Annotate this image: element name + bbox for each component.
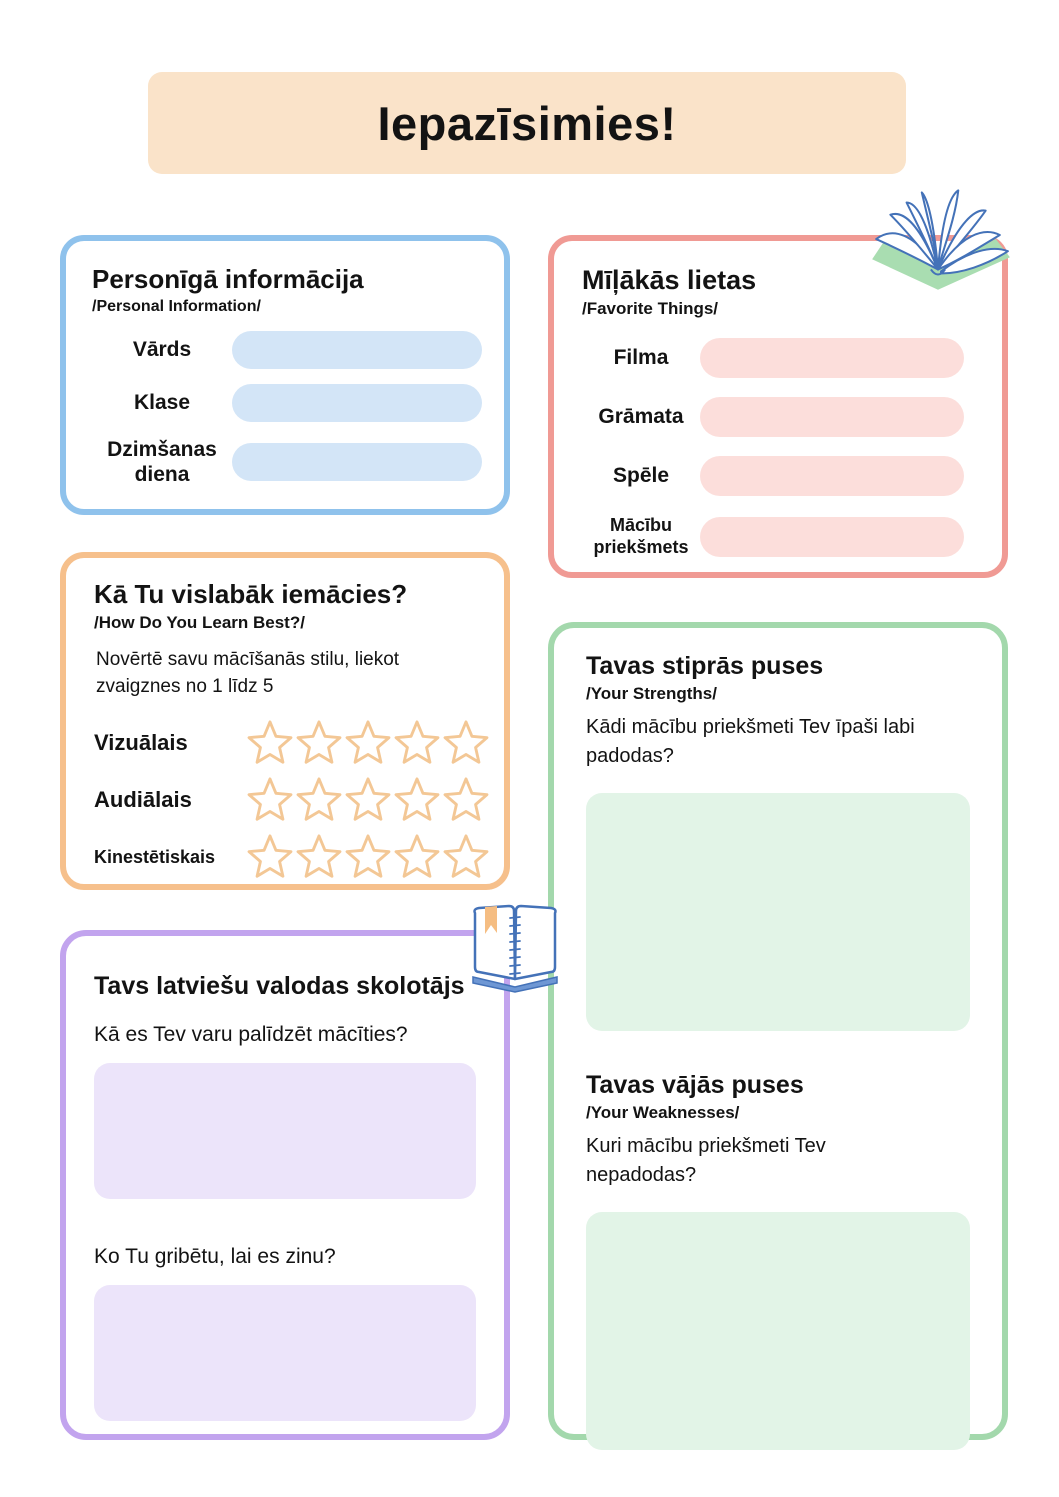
star-icon[interactable] <box>295 777 343 823</box>
audialais-label: Audiālais <box>94 787 192 813</box>
klase-input[interactable] <box>232 384 482 422</box>
star-icon[interactable] <box>393 777 441 823</box>
learning-style-title: Kā Tu vislabāk iemācies? <box>94 579 408 609</box>
personal-info-subtitle: /Personal Information/ <box>92 297 261 315</box>
strengths-title: Tavas stiprās puses <box>586 652 824 680</box>
dzimsanas-diena-label: Dzimšanas diena <box>107 437 217 487</box>
rating-row <box>94 772 490 829</box>
weaknesses-question: Kuri mācību priekšmeti Tev nepadodas? <box>586 1134 826 1186</box>
field-row <box>582 515 964 558</box>
filma-label: Filma <box>613 346 669 370</box>
teacher-question-1: Kā es Tev varu palīdzēt mācīties? <box>94 1022 408 1046</box>
star-icon[interactable] <box>442 720 490 766</box>
page-title: Iepazīsimies! <box>377 96 677 150</box>
favorite-things-title: Mīļākās lietas <box>582 265 757 295</box>
spele-input[interactable] <box>700 456 964 496</box>
star-icon[interactable] <box>295 834 343 880</box>
title-banner <box>148 72 906 174</box>
vards-input[interactable] <box>232 331 482 369</box>
vizualais-label: Vizuālais <box>94 730 188 756</box>
audialais-rating <box>246 777 490 823</box>
teacher-title: Tavs latviešu valodas skolotājs <box>94 972 465 1000</box>
learning-style-card <box>60 552 510 890</box>
macibu-prieksmets-input[interactable] <box>700 517 964 557</box>
field-row <box>582 338 964 378</box>
learning-style-instruction: Novērtē savu mācīšanās stilu, liekot zvaigznes no 1 līdz 5 <box>96 648 400 697</box>
strengths-block <box>586 652 970 1031</box>
star-icon[interactable] <box>344 777 392 823</box>
open-book-icon <box>862 176 1014 298</box>
spiral-notebook-icon <box>458 897 572 994</box>
star-icon[interactable] <box>393 834 441 880</box>
spele-label: Spēle <box>612 464 670 488</box>
star-icon[interactable] <box>442 834 490 880</box>
star-icon[interactable] <box>442 777 490 823</box>
weaknesses-block <box>586 1071 970 1450</box>
teacher-card <box>60 930 510 1440</box>
personal-info-title: Personīgā informācija <box>92 264 364 294</box>
star-icon[interactable] <box>246 777 294 823</box>
star-icon[interactable] <box>393 720 441 766</box>
star-icon[interactable] <box>344 834 392 880</box>
strengths-answer-box[interactable] <box>586 793 970 1031</box>
rating-row <box>94 829 490 886</box>
rating-row <box>94 715 490 772</box>
star-icon[interactable] <box>246 720 294 766</box>
weaknesses-answer-box[interactable] <box>586 1212 970 1450</box>
macibu-prieksmets-label: Mācību priekšmets <box>593 515 689 557</box>
gramata-input[interactable] <box>700 397 964 437</box>
field-row <box>92 331 482 369</box>
teacher-question-2: Ko Tu gribētu, lai es zinu? <box>94 1244 336 1268</box>
strengths-question: Kādi mācību priekšmeti Tev īpaši labi padodas? <box>586 715 915 767</box>
personal-info-card <box>60 235 510 515</box>
star-icon[interactable] <box>246 834 294 880</box>
weaknesses-title: Tavas vājās puses <box>586 1070 804 1099</box>
filma-input[interactable] <box>700 338 964 378</box>
star-icon[interactable] <box>344 720 392 766</box>
kinestetiskais-rating <box>246 834 490 880</box>
help-answer-box[interactable] <box>94 1063 476 1199</box>
gramata-label: Grāmata <box>598 405 684 429</box>
klase-label: Klase <box>133 391 191 415</box>
strengths-weaknesses-card <box>548 622 1008 1440</box>
field-row <box>92 384 482 422</box>
strengths-subtitle: /Your Strengths/ <box>586 683 717 703</box>
star-icon[interactable] <box>295 720 343 766</box>
vizualais-rating <box>246 720 490 766</box>
learning-style-subtitle: /How Do You Learn Best?/ <box>94 612 305 632</box>
field-row <box>582 456 964 496</box>
vards-label: Vārds <box>132 338 192 362</box>
know-answer-box[interactable] <box>94 1285 476 1421</box>
field-row <box>92 437 482 487</box>
field-row <box>582 397 964 437</box>
dzimsanas-diena-input[interactable] <box>232 443 482 481</box>
weaknesses-subtitle: /Your Weaknesses/ <box>586 1102 740 1122</box>
favorite-things-subtitle: /Favorite Things/ <box>582 299 719 319</box>
kinestetiskais-label: Kinestētiskais <box>94 846 216 867</box>
